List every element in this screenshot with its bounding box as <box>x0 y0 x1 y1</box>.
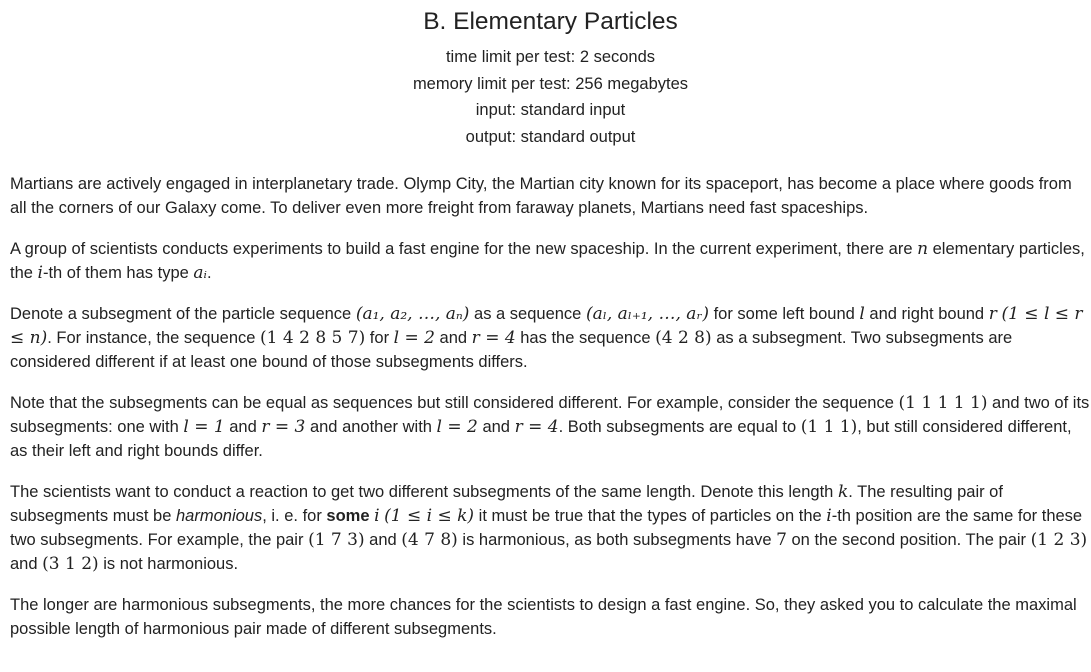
input-spec: input: standard input <box>475 101 626 119</box>
paragraph-1: Martians are actively engaged in interplanetary trade. Olymp City, the Martian city known for its spaceport, has become a place where goods from all the corners of our Galaxy come. To deliver even more freight from faraway planets, Martians need fast spaceships. <box>10 175 1072 217</box>
text: as a subsegment. Two subsegments are considered different if at least one bound of those subsegments differs. <box>10 329 1013 371</box>
math-l-eq-2: l = 2 <box>436 417 478 437</box>
math-pair-a: (1 7 3) <box>308 530 365 550</box>
problem-header <box>10 0 1091 150</box>
text: , i. e. for <box>262 507 327 525</box>
paragraph-6: The longer are harmonious subsegments, the more chances for the scientists to design a fast engine. So, they asked you to calculate the maximal possible length of harmonious pair made of different subsegments. <box>10 596 1077 638</box>
paragraph-3 <box>10 302 1090 374</box>
math-example-seq: (1 4 2 8 5 7) <box>260 328 366 348</box>
math-r: r <box>988 304 997 324</box>
math-k: k <box>837 482 849 502</box>
text: The scientists want to conduct a reaction to get two different subsegments of the same length. Denote this length <box>10 483 838 501</box>
text: as a sequence <box>469 305 586 323</box>
text: for some left bound <box>708 305 860 323</box>
text: . Both subsegments are equal to <box>558 418 801 436</box>
math-result-seq: (4 2 8) <box>655 328 712 348</box>
text: and right bound <box>864 305 989 323</box>
math-i: i <box>826 506 832 526</box>
math-range: (1 ≤ i ≤ k) <box>384 506 475 526</box>
text: it must be true that the types of particles on the <box>474 507 827 525</box>
problem-statement <box>10 172 1090 641</box>
text: and another with <box>305 418 437 436</box>
math-a-i: aᵢ <box>193 263 207 283</box>
text: and <box>224 418 262 436</box>
math-ones-seq: (1 1 1 1 1) <box>898 393 988 413</box>
text: is not harmonious. <box>98 555 239 573</box>
text: and <box>364 531 402 549</box>
text: A group of scientists conducts experiments to build a fast engine for the new spaceship. In the current experiment, there are <box>10 240 918 258</box>
math-pair-c: (1 2 3) <box>1030 530 1088 550</box>
math-i: i <box>37 263 43 283</box>
text: . The resulting pair of subsegments must be <box>10 483 1003 525</box>
math-r-eq-4: r = 4 <box>471 328 516 348</box>
bold-some: some <box>326 507 370 525</box>
text: . <box>206 264 212 282</box>
text: and <box>10 555 43 573</box>
text: . For instance, the sequence <box>47 329 261 347</box>
math-l-eq-1: l = 1 <box>183 417 225 437</box>
math-i: i <box>374 506 380 526</box>
text: -th of them has type <box>42 264 194 282</box>
text: elementary particles, the <box>10 240 1085 282</box>
text: and two of its subsegments: one with <box>10 394 1090 436</box>
math-r-eq-3: r = 3 <box>261 417 306 437</box>
math-r-eq-4: r = 4 <box>514 417 559 437</box>
text: for <box>365 329 394 347</box>
text: has the sequence <box>515 329 656 347</box>
time-limit: time limit per test: 2 seconds <box>445 48 656 66</box>
text: and <box>477 418 515 436</box>
math-three-ones: (1 1 1) <box>800 417 858 437</box>
text: is harmonious, as both subsegments have <box>457 531 777 549</box>
emphasis-harmonious: harmonious <box>176 507 263 525</box>
paragraph-4 <box>10 391 1090 463</box>
text: Note that the subsegments can be equal as sequences but still considered different. For example, consider the sequence <box>10 394 899 412</box>
math-n: n <box>917 239 929 259</box>
math-bounds: (1 ≤ l ≤ r ≤ n) <box>10 304 1083 348</box>
problem-title: B. Elementary Particles <box>423 8 678 35</box>
math-l: l <box>859 304 865 324</box>
text: on the second position. The pair <box>786 531 1031 549</box>
output-spec: output: standard output <box>465 127 636 146</box>
memory-limit: memory limit per test: 256 megabytes <box>412 74 689 93</box>
math-subsegment: (aₗ, aₗ₊₁, …, aᵣ) <box>585 304 709 324</box>
math-pair-d: (3 1 2) <box>42 554 99 574</box>
paragraph-5 <box>10 480 1090 576</box>
math-seven: 7 <box>776 530 787 550</box>
text: -th position are the same for these two subsegments. For example, the pair <box>10 507 1083 549</box>
math-pair-b: (4 7 8) <box>401 530 458 550</box>
text: and <box>434 329 472 347</box>
math-l-eq-2: l = 2 <box>393 328 435 348</box>
math-sequence: (a₁, a₂, …, aₙ) <box>355 304 470 324</box>
text: , but still considered different, as their left and right bounds differ. <box>10 418 1072 460</box>
paragraph-2 <box>10 237 1090 285</box>
text: Denote a subsegment of the particle sequence <box>10 305 356 323</box>
